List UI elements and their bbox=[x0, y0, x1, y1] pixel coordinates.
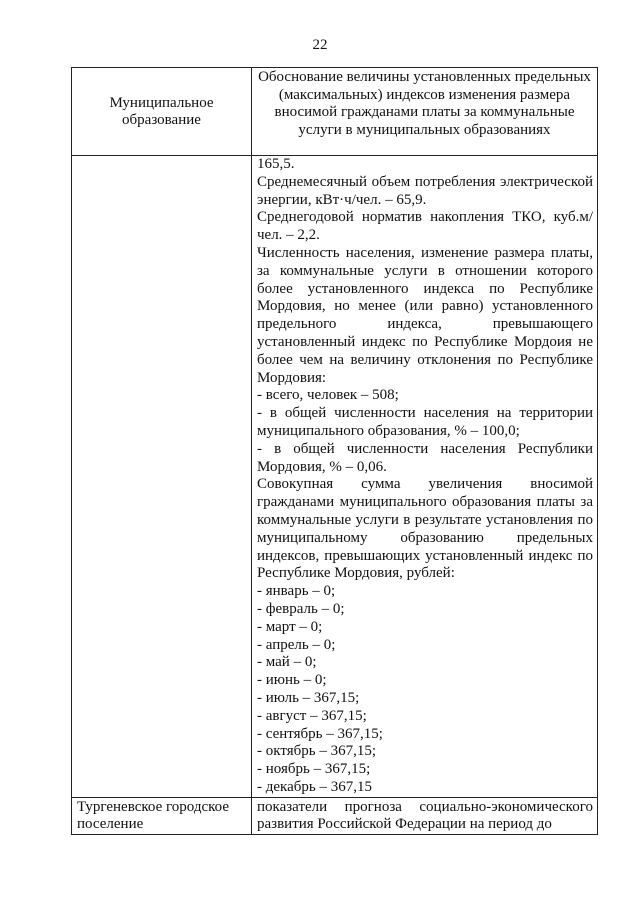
list-item: - июль – 367,15; bbox=[257, 689, 360, 706]
list-item: - июнь – 0; bbox=[257, 672, 327, 689]
text-line: 165,5. bbox=[257, 156, 295, 172]
municipality-name: Тургеневское городское поселение bbox=[72, 797, 252, 834]
table-row bbox=[72, 797, 598, 834]
list-item: - март – 0; bbox=[257, 618, 323, 635]
list-item: - сентябрь – 367,15; bbox=[257, 725, 383, 742]
text-line: Численность населения, изменение размера платы, за коммунальные услуги в отношении которого более установленного индекса по Республике Мордовия, но менее (или равно) установленного предельного индекса, превышающего установленный индекс по Республике Мордоия не более чем на величину отклонения по Республике Мордовия: bbox=[257, 244, 593, 386]
list-item: - январь – 0; bbox=[257, 583, 336, 600]
justification-cell bbox=[252, 156, 598, 798]
justification-table bbox=[71, 67, 598, 835]
list-item: - август – 367,15; bbox=[257, 707, 367, 724]
header-municipality: Муниципальное образование bbox=[72, 68, 252, 156]
justification-text: показатели прогноза социально-экономического развития Российской Федерации на период до bbox=[252, 797, 598, 834]
list-item: - всего, человек – 508; bbox=[257, 387, 399, 404]
text-line: Среднегодовой норматив накопления ТКО, куб.м/чел. – 2,2. bbox=[257, 209, 593, 244]
list-item: - май – 0; bbox=[257, 654, 317, 671]
page-number: 22 bbox=[312, 37, 328, 53]
text-line: Совокупная сумма увеличения вносимой гражданами муниципального образования платы за коммунальные услуги в результате установления по муниципальному образованию предельных индексов, превышающих установленный индекс по Республике Мордовия, рублей: bbox=[257, 476, 593, 582]
text-line: Среднемесячный объем потребления электрической энергии, кВт·ч/чел. – 65,9. bbox=[257, 173, 593, 208]
municipality-cell-empty bbox=[72, 156, 252, 798]
list-item: - апрель – 0; bbox=[257, 636, 336, 653]
list-item: - в общей численности населения Республики Мордовия, % – 0,06. bbox=[257, 440, 593, 475]
list-item: - декабрь – 367,15 bbox=[257, 778, 372, 795]
header-justification: Обоснование величины установленных предельных (максимальных) индексов изменения размера вносимой гражданами платы за коммунальные услуги в муниципальных образованиях bbox=[252, 68, 598, 156]
table-row bbox=[72, 156, 598, 798]
table-header-row bbox=[72, 68, 598, 156]
list-item: - ноябрь – 367,15; bbox=[257, 761, 371, 778]
list-item: - в общей численности населения на территории муниципального образования, % – 100,0; bbox=[257, 405, 593, 439]
list-item: - октябрь – 367,15; bbox=[257, 743, 376, 760]
list-item: - февраль – 0; bbox=[257, 600, 345, 617]
